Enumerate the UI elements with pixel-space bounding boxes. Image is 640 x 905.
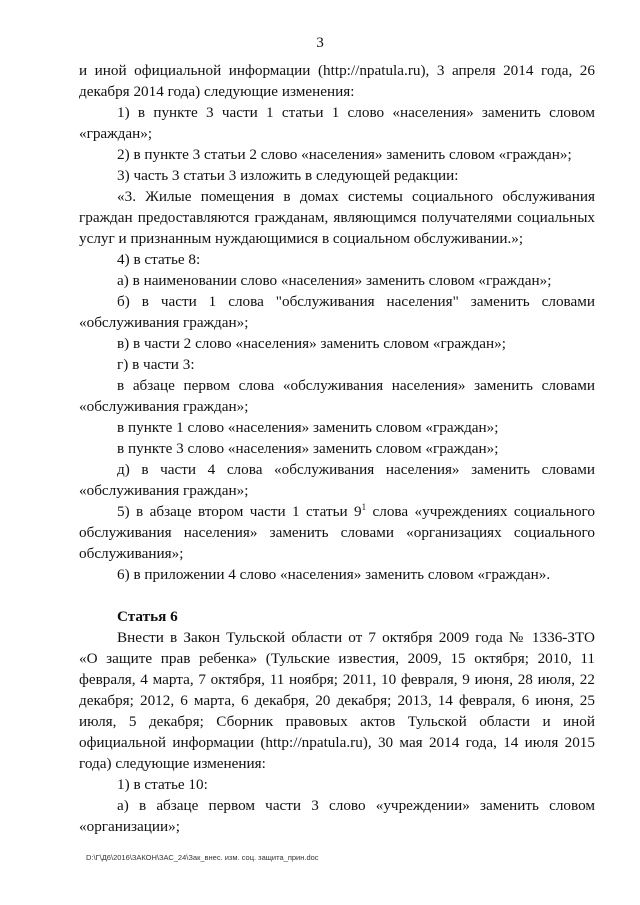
text-line: 1) в пункте 3 части 1 статьи 1 слово «населения» заменить словом (117, 104, 595, 121)
text-line: «3. Жилые помещения в домах системы социального обслуживания (117, 188, 595, 205)
text-line: «О защите прав ребенка» (Тульские известия, 2009, 15 октября; 2010, 11 (79, 650, 595, 667)
text-line: услуг и признанным нуждающимися в социальном обслуживании.»; (79, 230, 524, 247)
text-line: года) следующие изменения: (79, 755, 266, 772)
text-line: «обслуживания граждан»; (79, 398, 249, 415)
text-line: 4) в статье 8: (117, 251, 201, 268)
text-line: июля, 5 декабря; Сборник правовых актов Тульской области и иной (79, 713, 595, 730)
text-line: декабря 2014 года) следующие изменения: (79, 83, 355, 100)
text-line: 3) часть 3 статьи 3 изложить в следующей редакции: (117, 167, 459, 184)
text-line: в пункте 1 слово «населения» заменить словом «граждан»; (117, 419, 499, 436)
text-line: «граждан»; (79, 125, 153, 142)
text-line: д) в части 4 слова «обслуживания населения» заменить словами (117, 461, 595, 478)
page-number: 3 (316, 34, 324, 51)
text-line: декабря; 2012, 6 марта, 6 декабря, 20 декабря; 2013, 14 февраля, 6 июня, 25 (79, 692, 595, 709)
text-line: февраля, 4 марта, 7 октября, 11 ноября; 2011, 10 февраля, 9 июня, 28 июля, 22 (79, 671, 595, 688)
text-line: «обслуживания граждан»; (79, 314, 249, 331)
text-line: г) в части 3: (117, 356, 195, 373)
text-line: официальной информации (http://npatula.ru), 30 мая 2014 года, 14 июля 2015 (79, 734, 595, 751)
text-line: 1) в статье 10: (117, 776, 208, 793)
text-line: в пункте 3 слово «населения» заменить словом «граждан»; (117, 440, 499, 457)
superscript: 1 (361, 501, 367, 512)
text-line (79, 501, 595, 522)
text-fragment: слова «учреждениях социального (366, 503, 595, 520)
text-line: 6) в приложении 4 слово «населения» заменить словом «граждан». (117, 566, 551, 583)
text-line: а) в наименовании слово «населения» заменить словом «граждан»; (117, 272, 552, 289)
text-line: «организации»; (79, 818, 180, 835)
text-line: обслуживания населения» заменить словами «организациях социального (79, 524, 595, 541)
document-body (79, 60, 595, 837)
text-line: «обслуживания граждан»; (79, 482, 249, 499)
text-line: и иной официальной информации (http://npatula.ru), 3 апреля 2014 года, 26 (79, 62, 595, 79)
text-line: обслуживания»; (79, 545, 184, 562)
text-line: Внести в Закон Тульской области от 7 октября 2009 года № 1336-ЗТО (117, 629, 595, 646)
spacer (79, 585, 595, 606)
article-heading: Статья 6 (117, 608, 178, 625)
text-line: а) в абзаце первом части 3 слово «учреждении» заменить словом (117, 797, 595, 814)
text-line: граждан предоставляются гражданам, являющимся получателями социальных (79, 209, 595, 226)
text-line: в) в части 2 слово «населения» заменить словом «граждан»; (117, 335, 506, 352)
footer-file-path: D:\Г\Д6\2016\ЗАКОН\ЗАС_24\Зак_внес. изм. соц. защита_прин.doc (86, 853, 319, 862)
text-line: 2) в пункте 3 статьи 2 слово «населения» заменить словом «граждан»; (117, 146, 572, 163)
text-line: б) в части 1 слова "обслуживания населения" заменить словами (117, 293, 595, 310)
text-line: в абзаце первом слова «обслуживания населения» заменить словами (117, 377, 595, 394)
text-fragment: 5) в абзаце втором части 1 статьи 9 (117, 503, 362, 520)
